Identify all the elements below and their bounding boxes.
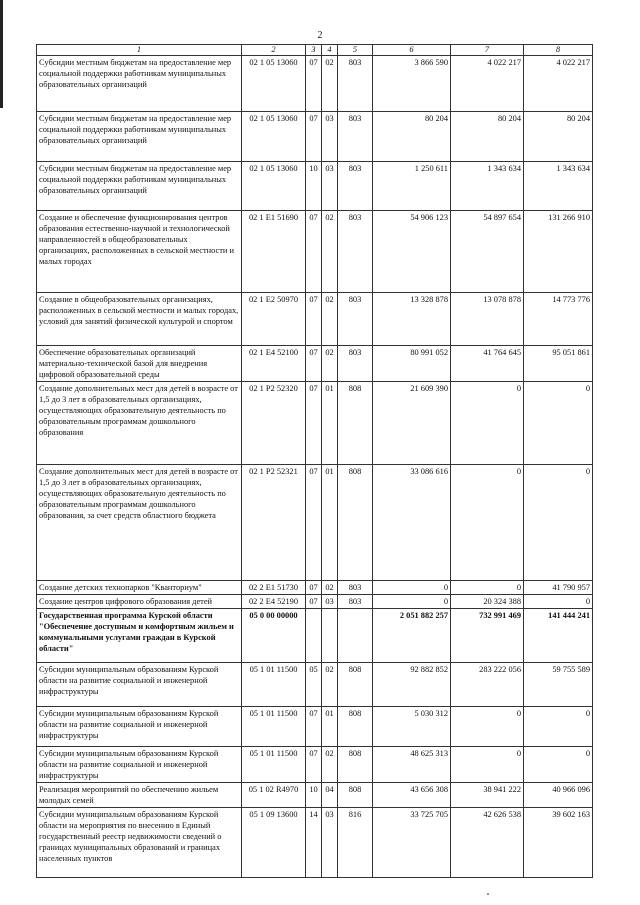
row-amount-year3-cell: 0 (524, 382, 593, 465)
row-amount-year1-cell: 3 866 590 (373, 56, 451, 112)
row-code-cell: 05 0 00 00000 (242, 609, 306, 663)
row-section-cell: 07 (306, 293, 322, 346)
row-amount-year2-cell: 283 222 056 (451, 663, 524, 707)
row-name-cell: Субсидии местным бюджетам на предоставление мер социальной поддержки работникам муниципальных образовательных организаций (37, 56, 242, 112)
row-section-cell: 07 (306, 595, 322, 609)
row-amount-year3-cell: 14 773 776 (524, 293, 593, 346)
row-name-cell: Создание дополнительных мест для детей в возрасте от 1,5 до 3 лет в образовательных организациях, осуществляющих образовательную деятельность по образовательным программам дошкольного образования, за счет средств областного бюджета (37, 465, 242, 581)
table-row (37, 112, 593, 162)
row-code-cell: 02 1 E1 51690 (242, 211, 306, 293)
page-number: 2 (317, 30, 323, 41)
row-amount-year2-cell: 0 (451, 465, 524, 581)
row-section-cell: 07 (306, 747, 322, 783)
table-row (37, 595, 593, 609)
row-amount-year1-cell: 21 609 390 (373, 382, 451, 465)
row-subsection-cell: 03 (322, 808, 338, 878)
row-section-cell (306, 609, 322, 663)
row-subsection-cell: 03 (322, 162, 338, 211)
column-header: 5 (338, 45, 373, 56)
row-amount-year2-cell: 38 941 222 (451, 783, 524, 808)
row-subsection-cell: 03 (322, 112, 338, 162)
row-expense-type-cell (338, 609, 373, 663)
row-amount-year2-cell: 54 897 654 (451, 211, 524, 293)
row-amount-year1-cell: 1 250 611 (373, 162, 451, 211)
row-amount-year2-cell: 42 626 538 (451, 808, 524, 878)
row-name-cell: Субсидии муниципальным образованиям Курской области на мероприятия по внесению в Единый государственный реестр недвижимости сведений о границах муниципальных образований и границах населенных пунктов (37, 808, 242, 878)
row-subsection-cell (322, 609, 338, 663)
row-amount-year3-cell: 95 051 861 (524, 346, 593, 382)
column-header: 7 (451, 45, 524, 56)
row-expense-type-cell: 808 (338, 707, 373, 747)
row-amount-year3-cell: 80 204 (524, 112, 593, 162)
row-name-cell: Реализация мероприятий по обеспечению жильем молодых семей (37, 783, 242, 808)
row-name-cell: Создание детских технопарков "Кванториум" (37, 581, 242, 595)
row-amount-year1-cell: 80 991 052 (373, 346, 451, 382)
row-amount-year1-cell: 2 051 882 257 (373, 609, 451, 663)
row-code-cell: 02 2 E1 51730 (242, 581, 306, 595)
row-code-cell: 05 1 09 13600 (242, 808, 306, 878)
table-row (37, 663, 593, 707)
row-code-cell: 05 1 01 11500 (242, 747, 306, 783)
row-name-cell: Субсидии местным бюджетам на предоставление мер социальной поддержки работникам муниципальных образовательных организаций (37, 162, 242, 211)
scan-speck (487, 893, 489, 895)
row-amount-year1-cell: 54 906 123 (373, 211, 451, 293)
row-section-cell: 07 (306, 707, 322, 747)
row-section-cell: 10 (306, 162, 322, 211)
row-amount-year2-cell: 4 022 217 (451, 56, 524, 112)
row-subsection-cell: 02 (322, 293, 338, 346)
row-amount-year3-cell: 141 444 241 (524, 609, 593, 663)
table-row (37, 783, 593, 808)
row-subsection-cell: 03 (322, 595, 338, 609)
row-section-cell: 05 (306, 663, 322, 707)
row-expense-type-cell: 808 (338, 747, 373, 783)
table-row (37, 609, 593, 663)
row-name-cell: Субсидии муниципальным образованиям Курской области на развитие социальной и инженерной инфраструктуры (37, 663, 242, 707)
row-name-cell: Создание в общеобразовательных организациях, расположенных в сельской местности и малых городах, условий для занятий физической культурой и спортом (37, 293, 242, 346)
row-name-cell: Создание центров цифрового образования детей (37, 595, 242, 609)
table-row (37, 56, 593, 112)
row-amount-year3-cell: 0 (524, 747, 593, 783)
row-subsection-cell: 01 (322, 707, 338, 747)
table-row (37, 162, 593, 211)
row-subsection-cell: 02 (322, 56, 338, 112)
table-row (37, 293, 593, 346)
row-expense-type-cell: 808 (338, 382, 373, 465)
row-section-cell: 07 (306, 211, 322, 293)
row-subsection-cell: 02 (322, 581, 338, 595)
table-row (37, 808, 593, 878)
row-amount-year2-cell: 0 (451, 747, 524, 783)
row-section-cell: 10 (306, 783, 322, 808)
row-expense-type-cell: 803 (338, 595, 373, 609)
table-header-row (37, 45, 593, 56)
table-row (37, 581, 593, 595)
row-amount-year1-cell: 80 204 (373, 112, 451, 162)
row-amount-year2-cell: 0 (451, 707, 524, 747)
row-amount-year2-cell: 20 324 388 (451, 595, 524, 609)
row-name-cell: Субсидии местным бюджетам на предоставление мер социальной поддержки работникам муниципальных образовательных организаций (37, 112, 242, 162)
row-code-cell: 02 1 E2 50970 (242, 293, 306, 346)
table-row (37, 211, 593, 293)
row-expense-type-cell: 803 (338, 211, 373, 293)
row-amount-year3-cell: 4 022 217 (524, 56, 593, 112)
row-name-cell: Государственная программа Курской области "Обеспечение доступным и комфортным жильем и коммунальными услугами граждан в Курской области" (37, 609, 242, 663)
row-amount-year2-cell: 41 764 645 (451, 346, 524, 382)
column-header: 1 (37, 45, 242, 56)
row-subsection-cell: 02 (322, 747, 338, 783)
column-header: 6 (373, 45, 451, 56)
table-row (37, 707, 593, 747)
row-expense-type-cell: 803 (338, 162, 373, 211)
row-name-cell: Субсидии муниципальным образованиям Курской области на развитие социальной и инженерной инфраструктуры (37, 747, 242, 783)
row-amount-year1-cell: 43 656 308 (373, 783, 451, 808)
row-subsection-cell: 01 (322, 465, 338, 581)
row-code-cell: 02 1 E4 52100 (242, 346, 306, 382)
row-name-cell: Создание и обеспечение функционирования центров образования естественно-научной и технологической направленностей в общеобразовательных организациях, расположенных в сельской местности и малых городах (37, 211, 242, 293)
row-name-cell: Создание дополнительных мест для детей в возрасте от 1,5 до 3 лет в образовательных организациях, осуществляющих образовательную деятельность по образовательным программам дошкольного образования (37, 382, 242, 465)
column-header: 3 (306, 45, 322, 56)
row-amount-year1-cell: 33 086 616 (373, 465, 451, 581)
table-row (37, 747, 593, 783)
row-amount-year1-cell: 48 625 313 (373, 747, 451, 783)
row-expense-type-cell: 803 (338, 293, 373, 346)
row-amount-year3-cell: 0 (524, 595, 593, 609)
row-section-cell: 07 (306, 56, 322, 112)
row-expense-type-cell: 803 (338, 346, 373, 382)
column-header: 4 (322, 45, 338, 56)
row-expense-type-cell: 816 (338, 808, 373, 878)
row-amount-year3-cell: 59 755 589 (524, 663, 593, 707)
row-amount-year1-cell: 92 882 852 (373, 663, 451, 707)
row-expense-type-cell: 803 (338, 581, 373, 595)
row-code-cell: 05 1 02 R4970 (242, 783, 306, 808)
row-subsection-cell: 02 (322, 663, 338, 707)
budget-table (36, 44, 593, 878)
row-code-cell: 05 1 01 11500 (242, 707, 306, 747)
row-amount-year3-cell: 1 343 634 (524, 162, 593, 211)
row-code-cell: 02 1 P2 52320 (242, 382, 306, 465)
row-section-cell: 07 (306, 382, 322, 465)
row-amount-year2-cell: 13 078 878 (451, 293, 524, 346)
row-expense-type-cell: 803 (338, 56, 373, 112)
row-code-cell: 02 1 05 13060 (242, 112, 306, 162)
row-amount-year2-cell: 80 204 (451, 112, 524, 162)
row-subsection-cell: 02 (322, 346, 338, 382)
row-amount-year3-cell: 41 790 957 (524, 581, 593, 595)
row-amount-year2-cell: 732 991 469 (451, 609, 524, 663)
row-name-cell: Субсидии муниципальным образованиям Курской области на развитие социальной и инженерной инфраструктуры (37, 707, 242, 747)
row-amount-year3-cell: 40 966 096 (524, 783, 593, 808)
row-expense-type-cell: 808 (338, 663, 373, 707)
row-code-cell: 02 2 E4 52190 (242, 595, 306, 609)
row-expense-type-cell: 808 (338, 465, 373, 581)
row-amount-year3-cell: 131 266 910 (524, 211, 593, 293)
row-amount-year1-cell: 13 328 878 (373, 293, 451, 346)
row-code-cell: 02 1 05 13060 (242, 162, 306, 211)
row-section-cell: 07 (306, 346, 322, 382)
row-subsection-cell: 02 (322, 211, 338, 293)
row-amount-year2-cell: 0 (451, 581, 524, 595)
column-header: 2 (242, 45, 306, 56)
row-amount-year3-cell: 0 (524, 465, 593, 581)
row-amount-year1-cell: 0 (373, 581, 451, 595)
row-subsection-cell: 04 (322, 783, 338, 808)
row-subsection-cell: 01 (322, 382, 338, 465)
row-amount-year1-cell: 5 030 312 (373, 707, 451, 747)
row-section-cell: 14 (306, 808, 322, 878)
row-expense-type-cell: 808 (338, 783, 373, 808)
row-amount-year1-cell: 0 (373, 595, 451, 609)
row-section-cell: 07 (306, 112, 322, 162)
row-amount-year2-cell: 1 343 634 (451, 162, 524, 211)
row-code-cell: 02 1 05 13060 (242, 56, 306, 112)
row-amount-year3-cell: 39 602 163 (524, 808, 593, 878)
row-code-cell: 05 1 01 11500 (242, 663, 306, 707)
table-row (37, 346, 593, 382)
row-section-cell: 07 (306, 465, 322, 581)
table-row (37, 382, 593, 465)
column-header: 8 (524, 45, 593, 56)
row-amount-year3-cell: 0 (524, 707, 593, 747)
row-name-cell: Обеспечение образовательных организаций материально-технической базой для внедрения цифровой образовательной среды (37, 346, 242, 382)
page-edge-mark (0, 0, 3, 108)
row-expense-type-cell: 803 (338, 112, 373, 162)
table-row (37, 465, 593, 581)
row-code-cell: 02 1 P2 52321 (242, 465, 306, 581)
row-amount-year2-cell: 0 (451, 382, 524, 465)
row-section-cell: 07 (306, 581, 322, 595)
row-amount-year1-cell: 33 725 705 (373, 808, 451, 878)
